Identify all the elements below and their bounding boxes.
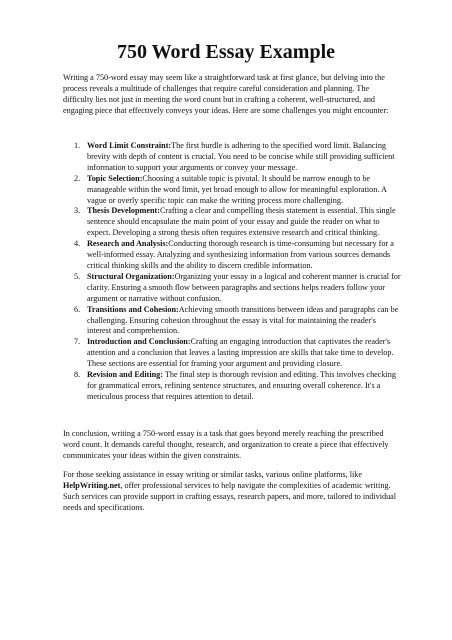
- conclusion-paragraph: In conclusion, writing a 750-word essay is a task that goes beyond merely reaching the prescribed word count. It demands careful thought, research, and organization to create a piece that effectively communicates your ideas within the given constraints.: [63, 429, 389, 460]
- list-item-term: Topic Selection:: [87, 173, 143, 183]
- list-item-number: 3.: [74, 206, 81, 216]
- list-item-number: 4.: [74, 239, 81, 249]
- list-item-number: 6.: [74, 304, 81, 314]
- list-item-number: 5.: [74, 271, 81, 281]
- services-text-after: , offer professional services to help navigate the complexities of academic writing. Such services can provide support in crafting essays, research papers, and more, tailored to individual needs and specifications.: [63, 480, 397, 512]
- list-item-term: Word Limit Constraint:: [87, 141, 172, 150]
- challenges-list: [63, 141, 401, 403]
- list-item: [63, 239, 401, 272]
- list-item-term: Revision and Editing:: [87, 370, 163, 380]
- list-item-term: Research and Analysis:: [87, 239, 169, 249]
- intro-paragraph: Writing a 750-word essay may seem like a straightforward task at first glance, but delving into the process reveals a multitude of challenges that require careful consideration and planning. The difficulty lies not just in meeting the word count but in crafting a coherent, well-structured, and engaging piece that effectively conveys your ideas. Here are some challenges you might encounter:: [63, 73, 389, 115]
- list-item: [63, 174, 401, 207]
- list-item-term: Transitions and Cohesion:: [87, 304, 179, 314]
- list-item-term: Structural Organization:: [87, 271, 175, 281]
- list-item-number: 7.: [74, 337, 81, 347]
- list-item-text: The first hurdle is adhering to the specified word limit. Balancing brevity with depth of content is crucial. You need to be concise while still providing sufficient information to support your arguments or convey your message.: [87, 141, 395, 172]
- list-item: [63, 206, 401, 239]
- list-item-number: 8.: [74, 370, 81, 380]
- list-item-text: Choosing a suitable topic is pivotal. It should be narrow enough to be manageable within the word limit, yet broad enough to allow for meaningful exploration. A vague or overly specific topic can make the writing process more challenging.: [87, 173, 387, 205]
- list-item: [63, 370, 401, 403]
- list-item-text: Crafting a clear and compelling thesis statement is essential. This single sentence should encapsulate the main point of your essay and guide the reader on what to expect. Developing a strong thesis often requires extensive research and critical thinking.: [87, 206, 396, 238]
- list-item: [63, 305, 401, 338]
- list-item-text: Conducting thorough research is time-consuming but necessary for a well-informed essay. Analyzing and synthesizing information from various sources demands critical thinking skills and the ability to discern credible information.: [87, 239, 394, 270]
- list-item-number: 1.: [74, 141, 81, 150]
- list-item-text: Crafting an engaging introduction that captivates the reader's attention and a conclusion that leaves a lasting impression are skills that take time to develop. These sections are essential for framing your argument and providing closure.: [87, 337, 394, 369]
- list-item-text: Organizing your essay in a logical and coherent manner is crucial for clarity. Ensuring a smooth flow between paragraphs and sections helps readers follow your argument or narrative without confusion.: [87, 271, 401, 303]
- list-item: [63, 337, 401, 370]
- list-item-text: Achieving smooth transitions between ideas and paragraphs can be challenging. Ensuring cohesion throughout the essay is vital for maintaining the reader's interest and comprehension.: [87, 304, 399, 336]
- services-paragraph: [63, 470, 401, 514]
- list-item: [63, 141, 401, 174]
- list-item-text: The final step is thorough revision and editing. This involves checking for grammatical errors, refining sentence structures, and ensuring overall coherence. It's a meticulous process that requires attention to detail.: [87, 370, 396, 401]
- services-text-before: For those seeking assistance in essay writing or similar tasks, various online platforms, like: [63, 470, 363, 479]
- list-item-term: Thesis Development:: [87, 206, 160, 216]
- list-item-number: 2.: [74, 173, 81, 183]
- helpwriting-link[interactable]: HelpWriting.net: [63, 480, 121, 490]
- page-title: 750 Word Essay Example: [117, 41, 335, 63]
- list-item-term: Introduction and Conclusion:: [87, 337, 191, 347]
- list-item: [63, 272, 401, 305]
